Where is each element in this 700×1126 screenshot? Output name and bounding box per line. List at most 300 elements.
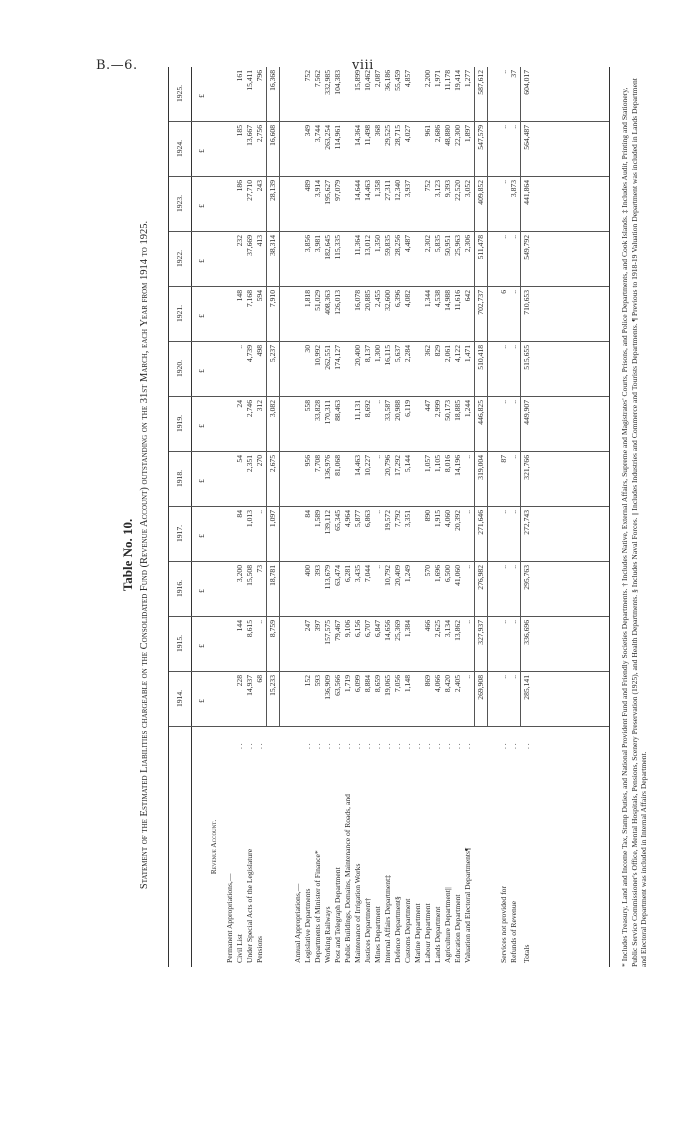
value-cell: 28,139 bbox=[268, 180, 277, 201]
value-cell: .. bbox=[463, 455, 472, 459]
value-cell: 8,615 bbox=[245, 620, 254, 638]
value-cell: 409,852 bbox=[476, 180, 485, 205]
value-cell: 752 bbox=[423, 180, 432, 192]
row-label: Labour Department bbox=[423, 903, 432, 963]
value-cell: 2,200 bbox=[423, 70, 432, 88]
value-cell: 11,498 bbox=[363, 125, 372, 146]
table-row bbox=[443, 67, 453, 967]
table-title: Table No. 10. bbox=[120, 518, 135, 592]
value-cell: 276,982 bbox=[476, 565, 485, 590]
value-cell: 144 bbox=[235, 620, 244, 632]
value-cell: 11,616 bbox=[453, 290, 462, 311]
value-cell: 4,487 bbox=[403, 235, 412, 253]
value-cell: 174,127 bbox=[333, 345, 342, 370]
value-cell: 1,589 bbox=[313, 510, 322, 528]
currency-symbol: £ bbox=[197, 259, 206, 263]
value-cell: 295,763 bbox=[522, 565, 531, 590]
row-leader-dots: . . bbox=[313, 743, 322, 749]
value-cell: 28,256 bbox=[393, 235, 402, 256]
group-label-annual: Annual Appropriations,— bbox=[293, 883, 302, 963]
page-number-roman: viii bbox=[352, 58, 374, 73]
value-cell: 25,963 bbox=[453, 235, 462, 256]
value-cell: 84 bbox=[235, 510, 244, 518]
footnotes: * Includes Treasury, Land and Income Tax, Stamp Duties, and National Provident Fund and Friendly Societies Departments. † Includes Native, External Affairs, Supreme and Magistrates' Courts, Prisons, and Police Departments, and Cook Islands. ‡ Includes Audit, Printing and Stationery, Public Service Commissioner's Office, Mental Hospitals, Pensions, Scenery Preservation (1925), and Health Departments. § Includes Naval Forces. || Includes Industries and Commerce and Tourists Departments. ¶ Previous to 1918-19 Valuation Department was included in Lands Department and Electoral Department was included in Internal Affairs Department. bbox=[620, 78, 648, 967]
value-cell: 20,409 bbox=[393, 565, 402, 586]
value-cell: 27,710 bbox=[245, 180, 254, 201]
value-cell: 3,123 bbox=[433, 180, 442, 198]
table-row bbox=[393, 67, 403, 967]
row-label: Mines Department bbox=[373, 906, 382, 963]
table-row bbox=[383, 67, 393, 967]
value-cell: 393 bbox=[313, 565, 322, 577]
row-label: Legislative Departments bbox=[303, 888, 312, 963]
value-cell: 593 bbox=[313, 675, 322, 687]
value-cell: 84 bbox=[303, 510, 312, 518]
value-cell: 752 bbox=[303, 70, 312, 82]
value-cell: .. bbox=[509, 290, 518, 294]
total-rule bbox=[266, 67, 267, 727]
value-cell: 20,400 bbox=[353, 345, 362, 366]
value-cell: 1,350 bbox=[373, 235, 382, 253]
value-cell: 710,653 bbox=[522, 290, 531, 315]
value-cell: 6,847 bbox=[373, 620, 382, 638]
value-cell: .. bbox=[499, 675, 508, 679]
column-header-year: 1918. bbox=[169, 451, 191, 507]
value-cell: 152 bbox=[303, 675, 312, 687]
value-cell: 8,659 bbox=[373, 675, 382, 693]
value-cell bbox=[413, 177, 423, 232]
value-cell: 126,013 bbox=[333, 290, 342, 315]
value-cell: .. bbox=[499, 620, 508, 624]
rotated-table-page bbox=[120, 55, 695, 1055]
row-leader-dots: . . bbox=[499, 743, 508, 749]
value-cell: 2,999 bbox=[433, 400, 442, 418]
value-cell: 1,384 bbox=[403, 620, 412, 638]
value-cell: .. bbox=[373, 400, 382, 404]
table-row bbox=[303, 67, 313, 967]
table-row bbox=[423, 67, 433, 967]
row-leader-dots: . . bbox=[522, 743, 531, 749]
value-cell: 50,173 bbox=[443, 400, 452, 421]
value-cell: 186 bbox=[235, 180, 244, 192]
table-row bbox=[343, 67, 353, 967]
value-cell: 1,696 bbox=[433, 565, 442, 583]
value-cell: 157,575 bbox=[323, 620, 332, 645]
value-cell: 228 bbox=[235, 675, 244, 687]
value-cell: 336,696 bbox=[522, 620, 531, 645]
value-cell: 961 bbox=[423, 125, 432, 137]
row-leader-dots: . . bbox=[509, 743, 518, 749]
row-leader-dots: . . bbox=[393, 743, 402, 749]
row-leader-dots: . . bbox=[403, 743, 412, 749]
table-row bbox=[509, 67, 519, 967]
row-leader-dots: . . bbox=[413, 743, 422, 749]
value-cell: 6,156 bbox=[353, 620, 362, 638]
value-cell bbox=[343, 397, 353, 452]
value-cell: 1,057 bbox=[423, 455, 432, 473]
value-cell: .. bbox=[235, 345, 244, 349]
subtotal-row bbox=[476, 67, 486, 967]
value-cell: 22,300 bbox=[453, 125, 462, 146]
row-leader-dots: . . bbox=[463, 743, 472, 749]
value-cell: 136,976 bbox=[323, 455, 332, 480]
liabilities-table bbox=[168, 67, 610, 967]
value-cell: 115,335 bbox=[333, 235, 342, 260]
row-label: Education Department bbox=[453, 894, 462, 963]
table-row bbox=[463, 67, 473, 967]
value-cell: 1,148 bbox=[403, 675, 412, 693]
value-cell: 549,792 bbox=[522, 235, 531, 260]
value-cell: 14,196 bbox=[453, 455, 462, 476]
value-cell: 8,884 bbox=[363, 675, 372, 693]
value-cell: 269,908 bbox=[476, 675, 485, 700]
row-label: Customs Department bbox=[403, 898, 412, 963]
row-leader-dots: . . bbox=[453, 743, 462, 749]
row-leader-dots: . . bbox=[235, 743, 244, 749]
value-cell: .. bbox=[499, 70, 508, 74]
value-cell: 104,383 bbox=[333, 70, 342, 95]
value-cell: 13,012 bbox=[363, 235, 372, 256]
row-leader-dots: . . bbox=[303, 743, 312, 749]
value-cell: 8,137 bbox=[363, 345, 372, 363]
value-cell: 22,520 bbox=[453, 180, 462, 201]
value-cell: .. bbox=[509, 455, 518, 459]
value-cell: 547,579 bbox=[476, 125, 485, 150]
value-cell: 441,864 bbox=[522, 180, 531, 205]
table-row bbox=[453, 67, 463, 967]
value-cell: 13,667 bbox=[245, 125, 254, 146]
row-leader-dots: . . bbox=[433, 743, 442, 749]
currency-symbol: £ bbox=[197, 369, 206, 373]
value-cell: 14,937 bbox=[245, 675, 254, 696]
row-label: Departments of Minister of Finance* bbox=[313, 850, 322, 963]
value-cell: 1,358 bbox=[373, 180, 382, 198]
value-cell: 829 bbox=[433, 345, 442, 357]
column-header-year: 1916. bbox=[169, 561, 191, 617]
value-cell: .. bbox=[509, 345, 518, 349]
value-cell: 24 bbox=[235, 400, 244, 408]
currency-symbol: £ bbox=[197, 204, 206, 208]
value-cell: 515,655 bbox=[522, 345, 531, 370]
value-cell: 3,134 bbox=[443, 620, 452, 638]
value-cell: 17,292 bbox=[393, 455, 402, 476]
value-cell: 14,656 bbox=[383, 620, 392, 641]
value-cell bbox=[343, 452, 353, 507]
table-row bbox=[313, 67, 323, 967]
value-cell: .. bbox=[499, 125, 508, 129]
value-cell bbox=[413, 67, 423, 122]
value-cell: 3,856 bbox=[303, 235, 312, 253]
table-row bbox=[235, 67, 245, 967]
value-cell: 9,393 bbox=[443, 180, 452, 198]
group-label-permanent: Permanent Appropriations,— bbox=[225, 873, 234, 963]
value-cell: 30 bbox=[303, 345, 312, 353]
value-cell: 7,708 bbox=[313, 455, 322, 473]
value-cell: 319,004 bbox=[476, 455, 485, 480]
value-cell: 6,099 bbox=[353, 675, 362, 693]
value-cell: 2,061 bbox=[443, 345, 452, 363]
row-leader-dots: . . bbox=[363, 743, 372, 749]
value-cell: 18,885 bbox=[453, 400, 462, 421]
value-cell: 1,915 bbox=[433, 510, 442, 528]
total-rule bbox=[474, 67, 475, 727]
value-cell: 2,405 bbox=[453, 675, 462, 693]
value-cell: 1,818 bbox=[303, 290, 312, 308]
column-header-year: 1920. bbox=[169, 341, 191, 397]
value-cell: 263,254 bbox=[323, 125, 332, 150]
value-cell: 10,992 bbox=[313, 345, 322, 366]
row-label: Agriculture Department|| bbox=[443, 887, 452, 963]
value-cell: 195,627 bbox=[323, 180, 332, 205]
value-cell: 7,168 bbox=[245, 290, 254, 308]
value-cell: 368 bbox=[373, 125, 382, 137]
value-cell bbox=[413, 397, 423, 452]
value-cell: 14,644 bbox=[353, 180, 362, 201]
value-cell: 332,985 bbox=[323, 70, 332, 95]
value-cell: 2,306 bbox=[463, 235, 472, 253]
value-cell: 1,719 bbox=[343, 675, 352, 693]
row-label: Working Railways bbox=[323, 906, 332, 963]
value-cell: 2,284 bbox=[403, 345, 412, 363]
value-cell: 272,743 bbox=[522, 510, 531, 535]
value-cell: 312 bbox=[255, 400, 264, 412]
value-cell: 51,029 bbox=[313, 290, 322, 311]
value-cell bbox=[343, 287, 353, 342]
value-cell: 397 bbox=[313, 620, 322, 632]
value-cell: 114,961 bbox=[333, 125, 342, 150]
table-row bbox=[413, 67, 423, 967]
value-cell: 4,857 bbox=[403, 70, 412, 88]
value-cell: 161 bbox=[235, 70, 244, 82]
table-row bbox=[499, 67, 509, 967]
value-cell: 38,314 bbox=[268, 235, 277, 256]
value-cell: 6,500 bbox=[443, 565, 452, 583]
value-cell: 14,988 bbox=[443, 290, 452, 311]
value-cell: 349 bbox=[303, 125, 312, 137]
value-cell: 16,078 bbox=[353, 290, 362, 311]
value-cell: 16,368 bbox=[268, 70, 277, 91]
value-cell: 10,462 bbox=[363, 70, 372, 91]
value-cell: 271,646 bbox=[476, 510, 485, 535]
value-cell: 6,863 bbox=[363, 510, 372, 528]
value-cell: 19,414 bbox=[453, 70, 462, 91]
value-cell: .. bbox=[373, 455, 382, 459]
value-cell: 642 bbox=[463, 290, 472, 302]
value-cell bbox=[343, 342, 353, 397]
value-cell: 243 bbox=[255, 180, 264, 192]
value-cell: 36,186 bbox=[383, 70, 392, 91]
value-cell: 113,679 bbox=[323, 565, 332, 590]
value-cell: 5,637 bbox=[393, 345, 402, 363]
page-number-code: B.—6. bbox=[96, 58, 138, 73]
value-cell: 1,471 bbox=[463, 345, 472, 363]
value-cell: 4,066 bbox=[433, 675, 442, 693]
value-cell: 4,122 bbox=[453, 345, 462, 363]
value-cell: 7,562 bbox=[313, 70, 322, 88]
value-cell: 2,686 bbox=[433, 125, 442, 143]
row-leader-dots: . . bbox=[255, 743, 264, 749]
value-cell: 489 bbox=[303, 180, 312, 192]
value-cell: 139,112 bbox=[323, 510, 332, 535]
value-cell: 59,835 bbox=[383, 235, 392, 256]
value-cell: 9,106 bbox=[343, 620, 352, 638]
currency-symbol: £ bbox=[197, 314, 206, 318]
value-cell: .. bbox=[463, 510, 472, 514]
row-leader-dots: . . bbox=[383, 743, 392, 749]
row-label: Refunds of Revenue bbox=[509, 901, 518, 963]
value-cell: 41,060 bbox=[453, 565, 462, 586]
value-cell: 48,880 bbox=[443, 125, 452, 146]
value-cell: 7,792 bbox=[393, 510, 402, 528]
row-leader-dots: . . bbox=[443, 743, 452, 749]
value-cell: 511,478 bbox=[476, 235, 485, 260]
value-cell: 15,411 bbox=[245, 70, 254, 91]
row-leader-dots: . . bbox=[323, 743, 332, 749]
value-cell: .. bbox=[509, 400, 518, 404]
value-cell: 81,068 bbox=[333, 455, 342, 476]
currency-row bbox=[197, 67, 207, 967]
column-header-year: 1917. bbox=[169, 506, 191, 562]
value-cell: 63,566 bbox=[333, 675, 342, 696]
column-header-year: 1921. bbox=[169, 286, 191, 342]
value-cell: 6 bbox=[499, 290, 508, 294]
value-cell: 285,141 bbox=[522, 675, 531, 700]
total-rule bbox=[279, 67, 280, 727]
value-cell: 15,508 bbox=[245, 565, 254, 586]
value-cell: .. bbox=[509, 510, 518, 514]
value-cell: 20,988 bbox=[393, 400, 402, 421]
value-cell: 270 bbox=[255, 455, 264, 467]
value-cell: 14,463 bbox=[353, 455, 362, 476]
value-cell: 148 bbox=[235, 290, 244, 302]
value-cell: .. bbox=[463, 620, 472, 624]
value-cell: 7,044 bbox=[363, 565, 372, 583]
value-cell: .. bbox=[499, 235, 508, 239]
currency-symbol: £ bbox=[197, 644, 206, 648]
value-cell: 5,237 bbox=[268, 345, 277, 363]
value-cell: 1,013 bbox=[245, 510, 254, 528]
row-label: Pensions bbox=[255, 935, 264, 963]
value-cell: 65,345 bbox=[333, 510, 342, 531]
currency-symbol: £ bbox=[197, 149, 206, 153]
value-cell: 37 bbox=[509, 70, 518, 78]
value-cell: 19,065 bbox=[383, 675, 392, 696]
value-cell: .. bbox=[373, 565, 382, 569]
subtotal-row bbox=[268, 67, 278, 967]
value-cell: 1,971 bbox=[433, 70, 442, 88]
value-cell: 18,781 bbox=[268, 565, 277, 586]
currency-symbol: £ bbox=[197, 534, 206, 538]
total-rule bbox=[487, 67, 488, 727]
value-cell: 3,981 bbox=[313, 235, 322, 253]
value-cell: 4,538 bbox=[433, 290, 442, 308]
value-cell: 247 bbox=[303, 620, 312, 632]
value-cell: 63,474 bbox=[333, 565, 342, 586]
table-subtitle: Statement of the Estimated Liabilities chargeable on the Consolidated Fund (Revenue Account) outstanding on the 31st March, each Year from 1914 to 1925. bbox=[139, 220, 150, 890]
value-cell: 3,744 bbox=[313, 125, 322, 143]
value-cell: 3,351 bbox=[403, 510, 412, 528]
row-leader-dots: . . bbox=[245, 743, 254, 749]
value-cell: 2,302 bbox=[423, 235, 432, 253]
value-cell: 50,951 bbox=[443, 235, 452, 256]
value-cell: 3,435 bbox=[353, 565, 362, 583]
value-cell: 2,625 bbox=[433, 620, 442, 638]
value-cell: 14,463 bbox=[363, 180, 372, 201]
value-cell: 73 bbox=[255, 565, 264, 573]
table-row bbox=[373, 67, 383, 967]
value-cell: 1,277 bbox=[463, 70, 472, 88]
value-cell: 4,060 bbox=[443, 510, 452, 528]
value-cell: 20,392 bbox=[453, 510, 462, 531]
value-cell: 408,363 bbox=[323, 290, 332, 315]
table-row bbox=[323, 67, 333, 967]
value-cell: 8,759 bbox=[268, 620, 277, 638]
row-label: Civil List bbox=[235, 934, 244, 963]
value-cell: .. bbox=[509, 675, 518, 679]
value-cell: 447 bbox=[423, 400, 432, 412]
value-cell: 1,244 bbox=[463, 400, 472, 418]
value-cell: 4,027 bbox=[403, 125, 412, 143]
value-cell: .. bbox=[509, 620, 518, 624]
row-label: Totals bbox=[522, 944, 531, 963]
table-row bbox=[433, 67, 443, 967]
value-cell: 232 bbox=[235, 235, 244, 247]
value-cell bbox=[413, 672, 423, 727]
row-leader-dots: . . bbox=[373, 743, 382, 749]
value-cell: 33,828 bbox=[313, 400, 322, 421]
row-leader-dots: . . bbox=[353, 743, 362, 749]
row-leader-dots: . . bbox=[423, 743, 432, 749]
row-label: Marine Department bbox=[413, 903, 422, 963]
value-cell: 136,909 bbox=[323, 675, 332, 700]
currency-symbol: £ bbox=[197, 424, 206, 428]
table-row bbox=[255, 67, 265, 967]
value-cell: 6,707 bbox=[363, 620, 372, 638]
value-cell: 7,910 bbox=[268, 290, 277, 308]
value-cell: 2,675 bbox=[268, 455, 277, 473]
value-cell: 594 bbox=[255, 290, 264, 302]
column-header-year: 1919. bbox=[169, 396, 191, 452]
value-cell: 1,897 bbox=[463, 125, 472, 143]
value-cell: 5,877 bbox=[353, 510, 362, 528]
value-cell: 449,907 bbox=[522, 400, 531, 425]
value-cell: 11,131 bbox=[353, 400, 362, 421]
value-cell: 32,600 bbox=[383, 290, 392, 311]
value-cell: 587,612 bbox=[476, 70, 485, 95]
value-cell: 185 bbox=[235, 125, 244, 137]
value-cell: 7,056 bbox=[393, 675, 402, 693]
value-cell: 6,119 bbox=[403, 400, 412, 417]
value-cell: 16,115 bbox=[383, 345, 392, 366]
column-header-year: 1922. bbox=[169, 231, 191, 287]
column-header-year: 1925. bbox=[169, 66, 191, 122]
value-cell: 12,340 bbox=[393, 180, 402, 201]
value-cell: .. bbox=[255, 510, 264, 514]
value-cell: 11,364 bbox=[353, 235, 362, 256]
value-cell: 19,572 bbox=[383, 510, 392, 531]
value-cell: 8,692 bbox=[363, 400, 372, 418]
currency-symbol: £ bbox=[197, 94, 206, 98]
value-cell: .. bbox=[499, 180, 508, 184]
value-cell: 14,364 bbox=[353, 125, 362, 146]
value-cell: 20,796 bbox=[383, 455, 392, 476]
value-cell bbox=[413, 342, 423, 397]
value-cell: 2,455 bbox=[373, 290, 382, 308]
value-cell: 16,608 bbox=[268, 125, 277, 146]
value-cell: 79,467 bbox=[333, 620, 342, 641]
value-cell: 413 bbox=[255, 235, 264, 247]
value-cell: 1,300 bbox=[373, 345, 382, 363]
